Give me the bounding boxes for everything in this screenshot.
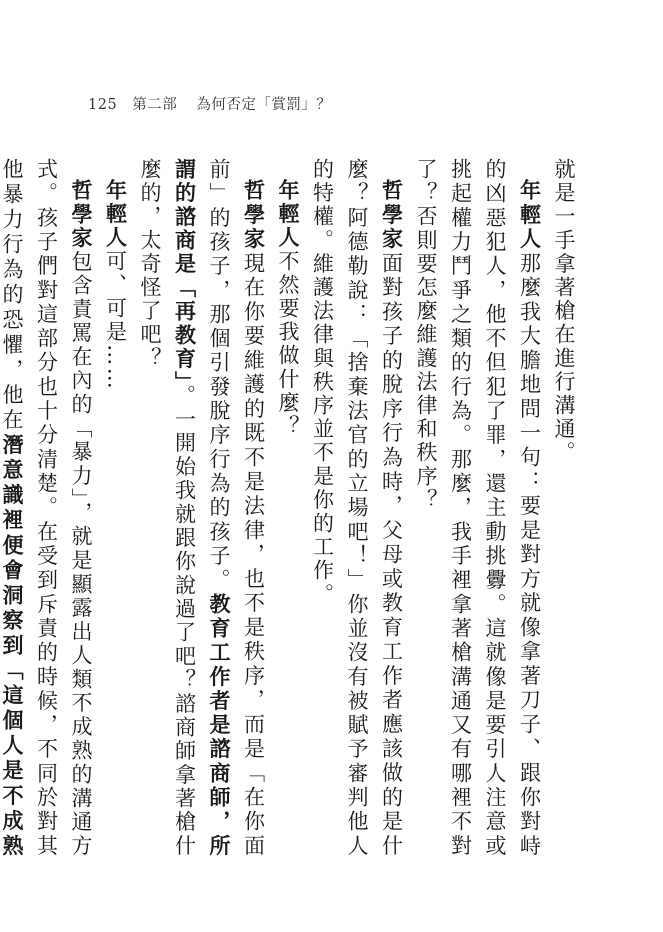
speaker-label: 年輕人 (517, 179, 543, 252)
emphasis-text: 潛意識裡便會洞察到「這個人是不成熟 (0, 433, 25, 859)
chapter-title: 為何否定「賞罰」？ (196, 97, 332, 113)
paragraph (133, 158, 271, 858)
paragraph-text: 包含責罵在內的「暴力」，就是顯露出人類不成熟的溝通方式。孩子們對這部分也十分清楚。在受到斥責的時候，不同於對其他暴力行為的恐懼，他在 (0, 158, 93, 858)
paragraph (0, 158, 98, 858)
page-number: 125 (88, 97, 118, 113)
speaker-label: 哲學家 (379, 179, 405, 252)
paragraph (98, 158, 133, 858)
speaker-label: 哲學家 (241, 179, 267, 252)
speaker-label: 哲學家 (69, 179, 94, 251)
emphasis-text: 教育工作者是諮商師，所謂的諮商是「再教育」 (172, 158, 232, 858)
paragraph-text: 那麼我大膽地問一句：要是對方就像拿著刀子、跟你對峙的凶惡犯人，他不但犯了罪，還主動挑釁。這就像是要引人注意或挑起權力鬥爭之類的行為。那麼，我手裡拿著槍溝通又有哪裡不對了？否則要怎麼維護法律和秩序？ (414, 158, 542, 858)
paragraph-text: 不然要我做什麼？ (276, 249, 300, 439)
part-label: 第二部 (132, 97, 178, 113)
body-text (0, 158, 581, 858)
paragraph-text: 可、可是…… (103, 249, 128, 392)
speaker-label: 年輕人 (103, 179, 129, 250)
running-header (88, 93, 331, 114)
speaker-label: 年輕人 (276, 179, 301, 250)
paragraph-text: 。一開始我就跟你說過了吧？諮商師拿著槍什麼的，太奇怪了吧？ (138, 158, 197, 859)
paragraph-text: 就是一手拿著槍在進行溝通。 (552, 158, 576, 465)
paragraph (271, 158, 306, 858)
paragraph-text: 面對孩子的脫序行為時，父母或教育工作者應該做的是什麼？阿德勒說：「捨棄法官的立場吧！」你並沒有被賦予審判他人的特權。維護法律與秩序並不是你的工作。 (310, 158, 404, 858)
paragraph (409, 158, 547, 858)
paragraph-text: 現在你要維護的既不是法律，也不是秩序，而是「在你面前」的孩子，那個引發脫序行為的孩子。 (207, 158, 266, 858)
paragraph (547, 158, 582, 858)
paragraph (305, 158, 409, 858)
